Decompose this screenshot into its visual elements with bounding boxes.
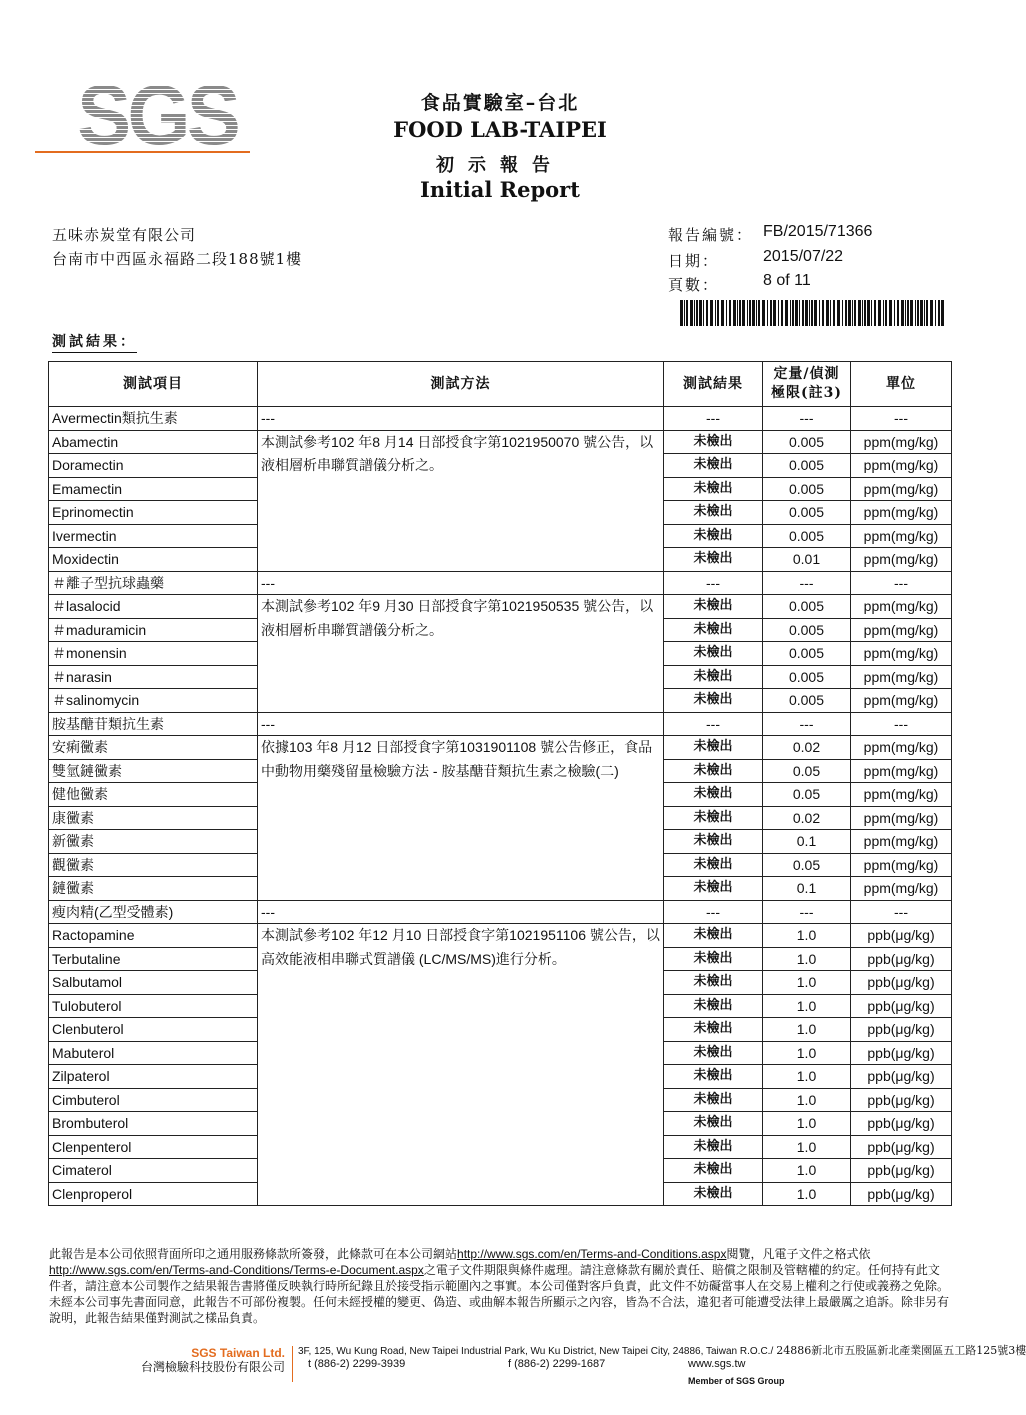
detection-limit: 0.005 <box>763 501 851 525</box>
header-result: 測試結果 <box>664 362 763 407</box>
test-result: 未檢出 <box>664 618 763 642</box>
category-result-dash: --- <box>664 900 763 924</box>
detection-limit: 0.02 <box>763 736 851 760</box>
detection-limit: 0.005 <box>763 454 851 478</box>
unit: ppm(mg/kg) <box>851 454 952 478</box>
category-method-dash: --- <box>258 712 664 736</box>
test-item: 觀黴素 <box>49 853 258 877</box>
test-result: 未檢出 <box>664 1112 763 1136</box>
header-limit <box>763 362 851 407</box>
category-result-dash: --- <box>664 712 763 736</box>
test-result: 未檢出 <box>664 501 763 525</box>
test-item: Brombuterol <box>49 1112 258 1136</box>
detection-limit: 0.005 <box>763 595 851 619</box>
category-limit-dash: --- <box>763 900 851 924</box>
table-row <box>49 430 952 454</box>
detection-limit: 0.005 <box>763 689 851 713</box>
disclaimer-text-2: 閱覽，凡電子文件之格式依 <box>726 1247 871 1261</box>
detection-limit: 1.0 <box>763 1018 851 1042</box>
unit: ppm(mg/kg) <box>851 524 952 548</box>
test-result: 未檢出 <box>664 736 763 760</box>
category-limit-dash: --- <box>763 571 851 595</box>
test-item: Cimaterol <box>49 1159 258 1183</box>
unit: ppb(μg/kg) <box>851 971 952 995</box>
test-result: 未檢出 <box>664 595 763 619</box>
test-item: Zilpaterol <box>49 1065 258 1089</box>
test-item: Ivermectin <box>49 524 258 548</box>
title-zh: 食品實驗室–台北 <box>420 92 580 114</box>
header-limit-line1: 定量/偵測 <box>773 366 840 382</box>
unit: ppb(μg/kg) <box>851 1159 952 1183</box>
detection-limit: 1.0 <box>763 994 851 1018</box>
test-item: 鏈黴素 <box>49 877 258 901</box>
header-item: 測試項目 <box>49 362 258 407</box>
test-item: ＃lasalocid <box>49 595 258 619</box>
test-item: ＃narasin <box>49 665 258 689</box>
test-item: Doramectin <box>49 454 258 478</box>
test-item: Tulobuterol <box>49 994 258 1018</box>
unit: ppb(μg/kg) <box>851 1041 952 1065</box>
report-date: 2015/07/22 <box>763 248 844 265</box>
footer-company <box>120 1346 285 1374</box>
test-result: 未檢出 <box>664 1159 763 1183</box>
category-name: ＃離子型抗球蟲藥 <box>49 571 258 595</box>
test-result: 未檢出 <box>664 1018 763 1042</box>
unit: ppb(μg/kg) <box>851 1182 952 1206</box>
category-method-dash: --- <box>258 407 664 431</box>
disclaimer-text-1: 此報告是本公司依照背面所印之通用服務條款所簽發，此條款可在本公司網站 <box>49 1247 458 1261</box>
category-row <box>49 571 952 595</box>
footer-company-en: SGS Taiwan Ltd. <box>191 1346 285 1360</box>
test-item: Mabuterol <box>49 1041 258 1065</box>
test-result: 未檢出 <box>664 994 763 1018</box>
sgs-logo <box>35 68 250 162</box>
footer-fax: f (886-2) 2299-1687 <box>508 1358 606 1370</box>
unit: ppm(mg/kg) <box>851 806 952 830</box>
unit: ppm(mg/kg) <box>851 783 952 807</box>
detection-limit: 0.005 <box>763 524 851 548</box>
page-label: 頁數： <box>668 276 720 294</box>
test-item: ＃salinomycin <box>49 689 258 713</box>
unit: ppb(μg/kg) <box>851 947 952 971</box>
test-method: 本測試參考102 年9 月30 日部授食字第1021950535 號公告，以液相層析串聯質譜儀分析之。 <box>258 595 664 713</box>
unit: ppb(μg/kg) <box>851 1018 952 1042</box>
terms-link[interactable]: http://www.sgs.com/en/Terms-and-Conditions.aspx <box>457 1247 727 1261</box>
test-result: 未檢出 <box>664 783 763 807</box>
category-result-dash: --- <box>664 571 763 595</box>
test-item: 新黴素 <box>49 830 258 854</box>
test-item: Emamectin <box>49 477 258 501</box>
footer-tel: t (886-2) 2299-3939 <box>308 1358 406 1370</box>
table-row <box>49 595 952 619</box>
test-item: Abamectin <box>49 430 258 454</box>
table-header-row <box>49 362 952 407</box>
detection-limit: 0.02 <box>763 806 851 830</box>
client-address: 台南市中西區永福路二段188號1樓 <box>52 250 303 268</box>
unit: ppb(μg/kg) <box>851 1112 952 1136</box>
unit: ppm(mg/kg) <box>851 830 952 854</box>
unit: ppm(mg/kg) <box>851 689 952 713</box>
detection-limit: 1.0 <box>763 971 851 995</box>
test-result: 未檢出 <box>664 971 763 995</box>
unit: ppb(μg/kg) <box>851 924 952 948</box>
client-company: 五味赤炭堂有限公司 <box>52 226 197 244</box>
results-table <box>48 361 952 1206</box>
test-result: 未檢出 <box>664 877 763 901</box>
category-unit-dash: --- <box>851 900 952 924</box>
e-document-terms-link[interactable]: http://www.sgs.com/en/Terms-and-Conditions/Terms-e-Document.aspx <box>49 1263 424 1277</box>
unit: ppm(mg/kg) <box>851 665 952 689</box>
table-row <box>49 736 952 760</box>
detection-limit: 0.05 <box>763 853 851 877</box>
test-item: Cimbuterol <box>49 1088 258 1112</box>
footer-divider <box>292 1346 293 1382</box>
unit: ppb(μg/kg) <box>851 1135 952 1159</box>
unit: ppb(μg/kg) <box>851 1088 952 1112</box>
test-item: Clenproperol <box>49 1182 258 1206</box>
category-limit-dash: --- <box>763 712 851 736</box>
title-en: FOOD LAB-TAIPEI <box>393 117 607 142</box>
test-method: 依據103 年8 月12 日部授食字第1031901108 號公告修正，食品中動物用藥殘留量檢驗方法 - 胺基醣苷類抗生素之檢驗(二) <box>258 736 664 901</box>
table-row <box>49 924 952 948</box>
test-item: Terbutaline <box>49 947 258 971</box>
test-result: 未檢出 <box>664 1088 763 1112</box>
unit: ppm(mg/kg) <box>851 759 952 783</box>
footer-member: Member of SGS Group <box>688 1376 785 1386</box>
disclaimer <box>49 1246 949 1326</box>
header-method: 測試方法 <box>258 362 664 407</box>
test-method: 本測試參考102 年8 月14 日部授食字第1021950070 號公告，以液相層析串聯質譜儀分析之。 <box>258 430 664 571</box>
detection-limit: 0.01 <box>763 548 851 572</box>
test-result: 未檢出 <box>664 759 763 783</box>
category-row <box>49 900 952 924</box>
detection-limit: 1.0 <box>763 1112 851 1136</box>
test-method: 本測試參考102 年12 月10 日部授食字第1021951106 號公告，以高效能液相串聯式質譜儀 (LC/MS/MS)進行分析。 <box>258 924 664 1206</box>
test-result: 未檢出 <box>664 830 763 854</box>
detection-limit: 0.005 <box>763 665 851 689</box>
test-result: 未檢出 <box>664 924 763 948</box>
unit: ppm(mg/kg) <box>851 877 952 901</box>
footer-company-zh: 台灣檢驗科技股份有限公司 <box>140 1360 285 1374</box>
test-result: 未檢出 <box>664 806 763 830</box>
results-heading: 測試結果： <box>52 331 137 353</box>
detection-limit: 0.005 <box>763 618 851 642</box>
detection-limit: 0.005 <box>763 477 851 501</box>
unit: ppm(mg/kg) <box>851 618 952 642</box>
test-item: 康黴素 <box>49 806 258 830</box>
unit: ppm(mg/kg) <box>851 477 952 501</box>
footer-contact <box>298 1344 1026 1388</box>
unit: ppb(μg/kg) <box>851 994 952 1018</box>
unit: ppm(mg/kg) <box>851 736 952 760</box>
report-number-label: 報告編號： <box>668 226 754 244</box>
category-unit-dash: --- <box>851 571 952 595</box>
header-unit: 單位 <box>851 362 952 407</box>
test-result: 未檢出 <box>664 1041 763 1065</box>
unit: ppm(mg/kg) <box>851 548 952 572</box>
footer-address-en: 3F, 125, Wu Kung Road, New Taipei Industrial Park, Wu Ku District, New Taipei City, 24886, Taiwan R.O.C./ <box>298 1346 774 1357</box>
subtitle-en: Initial Report <box>420 177 580 202</box>
test-result: 未檢出 <box>664 665 763 689</box>
disclaimer-text-3: 之電子文件期限與條件處理。請注意條款有關於責任、賠償之限制及管轄權的約定。任何持有此文件者，請注意本公司製作之結果報告書將僅反映執行時所紀錄且於接受指示範圍內之事實。本公司僅對客戶負責，此文件不妨礙當事人在交易上權利之行使或義務之免除。未經本公司事先書面同意，此報告不可部份複製。任何未經授權的變更、偽造、或曲解本報告所顯示之內容，皆為不合法，違犯者可能遭受法律上最嚴厲之追訴。除非另有說明，此報告結果僅對測試之樣品負責。 <box>49 1263 950 1325</box>
category-row <box>49 407 952 431</box>
detection-limit: 0.05 <box>763 783 851 807</box>
unit: ppm(mg/kg) <box>851 642 952 666</box>
detection-limit: 0.05 <box>763 759 851 783</box>
detection-limit: 0.1 <box>763 877 851 901</box>
detection-limit: 0.005 <box>763 430 851 454</box>
test-result: 未檢出 <box>664 454 763 478</box>
unit: ppm(mg/kg) <box>851 430 952 454</box>
test-result: 未檢出 <box>664 524 763 548</box>
category-unit-dash: --- <box>851 407 952 431</box>
footer-address-zh: 24886新北市五股區新北產業園區五工路125號3樓 <box>776 1344 1026 1357</box>
unit: ppm(mg/kg) <box>851 595 952 619</box>
test-result: 未檢出 <box>664 548 763 572</box>
detection-limit: 0.005 <box>763 642 851 666</box>
barcode <box>680 300 944 326</box>
test-item: Clenbuterol <box>49 1018 258 1042</box>
category-unit-dash: --- <box>851 712 952 736</box>
category-name: 胺基醣苷類抗生素 <box>49 712 258 736</box>
test-item: 健他黴素 <box>49 783 258 807</box>
test-item: Ractopamine <box>49 924 258 948</box>
category-name: 瘦肉精(乙型受體素) <box>49 900 258 924</box>
test-result: 未檢出 <box>664 477 763 501</box>
test-item: ＃maduramicin <box>49 618 258 642</box>
test-result: 未檢出 <box>664 689 763 713</box>
unit: ppm(mg/kg) <box>851 853 952 877</box>
detection-limit: 1.0 <box>763 947 851 971</box>
test-item: Salbutamol <box>49 971 258 995</box>
detection-limit: 1.0 <box>763 1135 851 1159</box>
detection-limit: 1.0 <box>763 1065 851 1089</box>
detection-limit: 1.0 <box>763 1159 851 1183</box>
subtitle-zh: 初示報告 <box>436 155 564 176</box>
date-label: 日期： <box>668 252 720 270</box>
detection-limit: 1.0 <box>763 1041 851 1065</box>
detection-limit: 1.0 <box>763 1182 851 1206</box>
detection-limit: 1.0 <box>763 924 851 948</box>
category-method-dash: --- <box>258 900 664 924</box>
test-item: ＃monensin <box>49 642 258 666</box>
header-limit-line2: 極限(註3) <box>771 385 842 401</box>
category-limit-dash: --- <box>763 407 851 431</box>
svg-text:SGS: SGS <box>77 68 238 162</box>
test-result: 未檢出 <box>664 1135 763 1159</box>
report-number: FB/2015/71366 <box>763 223 873 240</box>
test-result: 未檢出 <box>664 430 763 454</box>
test-item: Eprinomectin <box>49 501 258 525</box>
unit: ppb(μg/kg) <box>851 1065 952 1089</box>
detection-limit: 0.1 <box>763 830 851 854</box>
test-item: 安痢黴素 <box>49 736 258 760</box>
page-number: 8 of 11 <box>763 272 811 289</box>
test-result: 未檢出 <box>664 642 763 666</box>
test-result: 未檢出 <box>664 853 763 877</box>
test-result: 未檢出 <box>664 947 763 971</box>
test-result: 未檢出 <box>664 1065 763 1089</box>
category-name: Avermectin類抗生素 <box>49 407 258 431</box>
detection-limit: 1.0 <box>763 1088 851 1112</box>
test-item: Moxidectin <box>49 548 258 572</box>
test-item: Clenpenterol <box>49 1135 258 1159</box>
category-row <box>49 712 952 736</box>
test-item: 雙氫鏈黴素 <box>49 759 258 783</box>
footer-web[interactable]: www.sgs.tw <box>688 1358 746 1370</box>
category-method-dash: --- <box>258 571 664 595</box>
test-result: 未檢出 <box>664 1182 763 1206</box>
unit: ppm(mg/kg) <box>851 501 952 525</box>
category-result-dash: --- <box>664 407 763 431</box>
